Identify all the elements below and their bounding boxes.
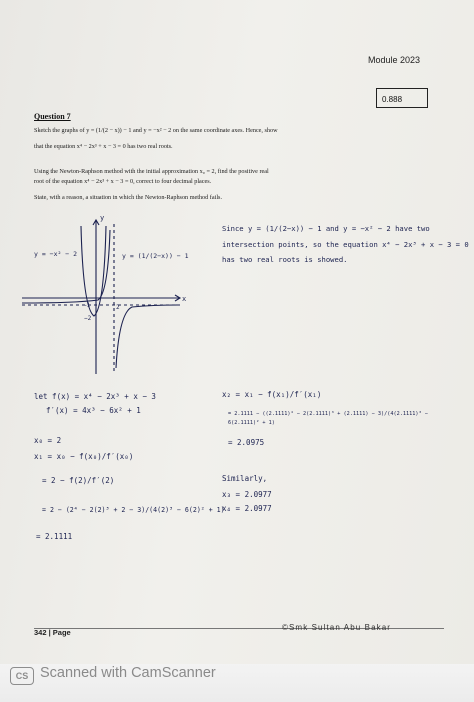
tick-neg2: −2 (84, 315, 92, 322)
hyperbola-right-branch (116, 305, 178, 368)
camscanner-watermark: Scanned with CamScanner (40, 665, 216, 681)
answer-statement-2: intersection points, so the equation x⁴ − 2x³ + x − 3 = 0 (222, 240, 469, 249)
module-label: Module 2023 (368, 55, 421, 65)
working-left-5: = 2 − f(2)/f′(2) (42, 476, 115, 485)
page-number: 342 | Page (34, 628, 71, 637)
working-left-6: = 2 − (2⁴ − 2(2)³ + 2 − 3)/(4(2)³ − 6(2)² + 1) (42, 506, 225, 514)
x-axis-label: x (182, 295, 187, 303)
tick-neg1: −1 (83, 302, 91, 309)
working-left-7: = 2.1111 (36, 532, 73, 541)
working-right-5: x₃ = 2.0977 (222, 490, 272, 499)
working-right-1: x₂ = x₁ − f(x₁)/f′(x₁) (222, 390, 322, 399)
question-line-1: Sketch the graphs of y = (1/(2 − x)) − 1 and y = −x² − 2 on the same coordinate axes. Hence, show (34, 127, 278, 134)
score-box: 0.888 (376, 88, 428, 108)
sketch-graph (20, 208, 200, 376)
question-line-4: root of the equation x⁴ − 2x³ + x − 3 = 0, correct to four decimal places. (34, 178, 212, 185)
working-right-2: = 2.1111 − ((2.1111)⁴ − 2(2.1111)³ + (2.1111) − 3)/(4(2.1111)³ − 6(2.1111)² + 1) (228, 411, 428, 426)
working-right-6: x₄ = 2.0977 (222, 504, 272, 513)
answer-statement-1: Since y = (1/(2−x)) − 1 and y = −x² − 2 have two (222, 224, 430, 233)
question-line-5: State, with a reason, a situation in which the Newton-Raphson method fails. (34, 194, 222, 201)
hyperbola-left-branch (22, 230, 110, 303)
parabola-label: y = −x² − 2 (34, 250, 78, 258)
camscanner-logo-icon: CS (10, 667, 34, 685)
working-right-4: Similarly, (222, 474, 268, 483)
working-left-4: x₁ = x₀ − f(x₀)/f′(x₀) (34, 452, 134, 461)
working-right-3: = 2.0975 (228, 438, 265, 447)
question-line-3: Using the Newton-Raphson method with the initial approximation x₀ = 2, find the positive real (34, 168, 269, 175)
question-title: Question 7 (34, 112, 71, 121)
y-axis-label: y (100, 214, 105, 222)
question-line-2: that the equation x⁴ − 2x³ + x − 3 = 0 has two real roots. (34, 143, 173, 150)
working-left-3: x₀ = 2 (34, 436, 62, 445)
answer-statement-3: has two real roots is showed. (222, 255, 348, 264)
working-left-2: f′(x) = 4x³ − 6x² + 1 (46, 406, 141, 415)
working-left-1: let f(x) = x⁴ − 2x³ + x − 3 (34, 392, 156, 401)
tick-2: 2 (116, 304, 120, 311)
school-credit: ©Smk Sultan Abu Bakar (282, 623, 392, 632)
hyperbola-label: y = (1/(2−x)) − 1 (122, 252, 189, 260)
